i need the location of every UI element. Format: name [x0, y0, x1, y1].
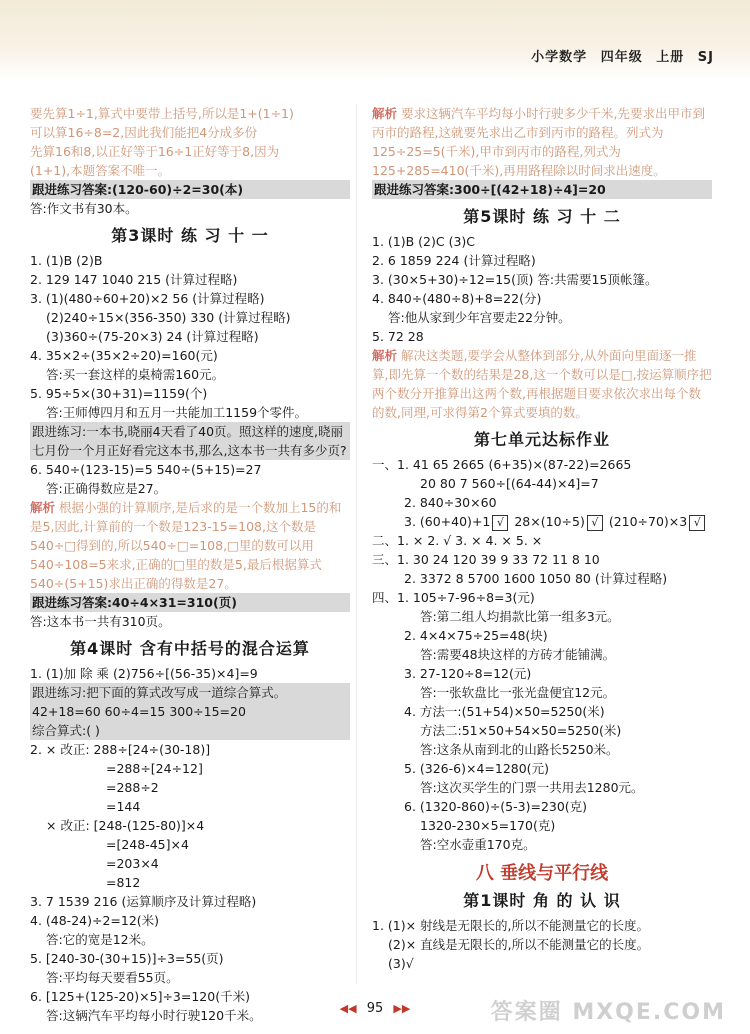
list-item: 2. 3372 8 5700 1600 1050 80 (计算过程略)	[404, 571, 668, 586]
right-column	[372, 104, 712, 973]
header-volume: 上册	[656, 50, 685, 65]
list-item: × 改正: [248-(125-80)]×4	[46, 818, 205, 833]
list-item: 4. 35×2÷(35×2÷20)=160(元)	[30, 348, 218, 363]
list-item: 3. (30×5+30)÷12=15(顶) 答:共需要15顶帐篷。	[372, 272, 658, 287]
list-item: 答:他从家到少年宫要走22分钟。	[388, 310, 571, 325]
list-item: 答:这辆汽车平均每小时行驶120千米。	[46, 1008, 262, 1023]
list-item: 5. (326-6)×4=1280(元)	[404, 761, 549, 776]
practice-question: 42+18=60 60÷4=15 300÷15=20	[30, 702, 350, 721]
list-item: (3)360÷(75-20×3) 24 (计算过程略)	[46, 329, 259, 344]
prev-arrows-icon: ◀◀	[339, 1002, 357, 1015]
check-box: √	[492, 515, 508, 531]
list-item: =288÷[24÷12]	[106, 761, 203, 776]
list-item: 5. 95÷5×(30+31)=1159(个)	[30, 386, 208, 401]
unit-8-title: 八 垂线与平行线	[475, 863, 609, 884]
page-number: 95	[366, 1001, 384, 1016]
lesson-5-title: 第5课时 练 习 十 二	[463, 207, 621, 226]
unit-7-title: 第七单元达标作业	[473, 430, 610, 449]
list-item: 四、1. 105÷7-96÷8=3(元)	[372, 590, 535, 605]
list-item: 1. (1)B (2)B	[30, 253, 103, 268]
analysis-tag: 解析	[30, 500, 56, 515]
list-item: 6. (1320-860)÷(5-3)=230(克)	[404, 799, 588, 814]
list-item: 一、1. 41 65 2665 (6+35)×(87-22)=2665	[372, 457, 632, 472]
page-header	[523, 46, 714, 65]
list-item: 4. (48-24)÷2=12(米)	[30, 913, 160, 928]
list-item: 答:需要48块这样的方砖才能铺满。	[420, 647, 616, 662]
list-item: 三、1. 30 24 120 39 9 33 72 11 8 10	[372, 552, 600, 567]
equation-text: 28×(10÷5)	[514, 514, 585, 529]
faded-line: 先算16和8,以正好等于16÷1正好等于8,因为	[30, 144, 280, 159]
list-item: 答:王师傅四月和五月一共能加工1159个零件。	[46, 405, 308, 420]
analysis-tag: 解析	[372, 348, 398, 363]
list-item: =[248-45]×4	[106, 837, 189, 852]
watermark: 答案圈 MXQE.COM	[490, 1000, 726, 1025]
analysis-tag: 解析	[372, 106, 398, 121]
analysis-block	[372, 346, 712, 422]
column-divider	[356, 104, 357, 984]
practice-question: 跟进练习:把下面的算式改写成一道综合算式。	[30, 683, 350, 702]
analysis-text: 要求这辆汽车平均每小时行驶多少千米,先要求出甲市到丙市的路程,这就要先求出乙市到丙市的路程。列式为125÷25=5(千米),甲市到丙市的路程,列式为125+285=410(千米),再用路程除以时间求出速度。	[372, 106, 705, 178]
list-item: 4. 方法一:(51+54)×50=5250(米)	[404, 704, 605, 719]
list-item: (2)240÷15×(356-350) 330 (计算过程略)	[46, 310, 291, 325]
list-item: 3. (1)(480÷60+20)×2 56 (计算过程略)	[30, 291, 265, 306]
list-item: =812	[106, 875, 141, 890]
list-item: 答:一张软盘比一张光盘便宜12元。	[420, 685, 616, 700]
left-column	[30, 104, 350, 1025]
top-banner	[0, 0, 750, 80]
lesson-1-title: 第1课时 角 的 认 识	[463, 891, 621, 910]
list-item: 1. (1)B (2)C (3)C	[372, 234, 475, 249]
header-grade: 四年级	[600, 50, 643, 65]
practice-answer: 跟进练习答案:300÷[(42+18)÷4]=20	[372, 180, 712, 199]
faded-line: 可以算16÷8=2,因此我们能把4分成多份	[30, 125, 258, 140]
faded-line: (1+1),本题答案不唯一。	[30, 163, 171, 178]
list-item: 1. (1)× 射线是无限长的,所以不能测量它的长度。	[372, 918, 650, 933]
list-item	[372, 512, 712, 531]
next-arrows-icon: ▶▶	[393, 1002, 411, 1015]
list-item: 2. 6 1859 224 (计算过程略)	[372, 253, 536, 268]
analysis-block	[372, 104, 712, 180]
lesson-4-title: 第4课时 含有中括号的混合运算	[70, 639, 310, 658]
analysis-text: 根据小强的计算顺序,是后求的是一个数加上15的和是5,因此,计算前的一个数是123-15=108,这个数是540÷□得到的,所以540÷□=108,□里的数可以用540÷108=5来求,正确的□里的数是5,最后根据算式540÷(5+15)求出正确的得数是27。	[30, 500, 342, 591]
practice-answer: 跟进练习答案:40÷4×31=310(页)	[30, 593, 350, 612]
list-item: 答:正确得数应是27。	[46, 481, 167, 496]
list-item: =203×4	[106, 856, 159, 871]
analysis-text: 解决这类题,要学会从整体到部分,从外面向里面逐一推算,即先算一个数的结果是28,这一个数可以是□,按运算顺序把两个数分开推算出这两个数,再根据题目要求依次求出每个数的数,同理,可求得第2个算式要填的数。	[372, 348, 712, 420]
practice-answer: 跟进练习答案:(120-60)÷2=30(本)	[30, 180, 350, 199]
list-item: 2. 4×4×75÷25=48(块)	[404, 628, 548, 643]
list-item: =288÷2	[106, 780, 159, 795]
practice-reply: 答:这本书一共有310页。	[30, 614, 171, 629]
list-item: 3. 27-120÷8=12(元)	[404, 666, 532, 681]
list-item: 2. 129 147 1040 215 (计算过程略)	[30, 272, 238, 287]
check-box: √	[587, 515, 603, 531]
equation-text: 3. (60+40)+1	[404, 514, 491, 529]
list-item: 方法二:51×50+54×50=5250(米)	[420, 723, 622, 738]
list-item: 答:这条从南到北的山路长5250米。	[420, 742, 619, 757]
equation-text: (210÷70)×3	[608, 514, 688, 529]
list-item: 5. [240-30-(30+15)]÷3=55(页)	[30, 951, 224, 966]
list-item: 4. 840÷(480÷8)+8=22(分)	[372, 291, 542, 306]
list-item: 1. (1)加 除 乘 (2)756÷[(56-35)×4]=9	[30, 666, 258, 681]
list-item: 答:第二组人均捐款比第一组多3元。	[420, 609, 620, 624]
list-item: 2. 840÷30×60	[404, 495, 497, 510]
list-item: 答:它的宽是12米。	[46, 932, 154, 947]
list-item: 5. 72 28	[372, 329, 424, 344]
list-item: =144	[106, 799, 141, 814]
lesson-3-title: 第3课时 练 习 十 一	[111, 226, 269, 245]
list-item: 1320-230×5=170(克)	[420, 818, 556, 833]
practice-question: 跟进练习:一本书,晓丽4天看了40页。照这样的速度,晓丽	[30, 422, 350, 441]
list-item: 6. 540÷(123-15)=5 540÷(5+15)=27	[30, 462, 262, 477]
list-item: 答:这次买学生的门票一共用去1280元。	[420, 780, 644, 795]
analysis-block	[30, 498, 350, 593]
list-item: 答:平均每天要看55页。	[46, 970, 179, 985]
list-item: (3)√	[388, 956, 414, 971]
list-item: 2. × 改正: 288÷[24÷(30-18)]	[30, 742, 211, 757]
list-item: 6. [125+(125-20)×5]÷3=120(千米)	[30, 989, 250, 1004]
list-item: 二、1. × 2. √ 3. × 4. × 5. ×	[372, 533, 543, 548]
list-item: 答:空水壶重170克。	[420, 837, 536, 852]
header-edition: SJ	[697, 50, 714, 65]
list-item: 答:买一套这样的桌椅需160元。	[46, 367, 225, 382]
list-item: (2)× 直线是无限长的,所以不能测量它的长度。	[388, 937, 650, 952]
practice-question: 七月份一个月正好看完这本书,那么,这本书一共有多少页?	[30, 441, 350, 460]
list-item: 3. 7 1539 216 (运算顺序及计算过程略)	[30, 894, 257, 909]
faded-line: 要先算1÷1,算式中要带上括号,所以是1+(1÷1)	[30, 106, 294, 121]
practice-reply: 答:作文书有30本。	[30, 201, 138, 216]
header-subject: 小学数学	[531, 50, 588, 65]
check-box: √	[689, 515, 705, 531]
list-item: 20 80 7 560÷[(64-44)×4]=7	[420, 476, 599, 491]
practice-question: 综合算式:( )	[30, 721, 350, 740]
